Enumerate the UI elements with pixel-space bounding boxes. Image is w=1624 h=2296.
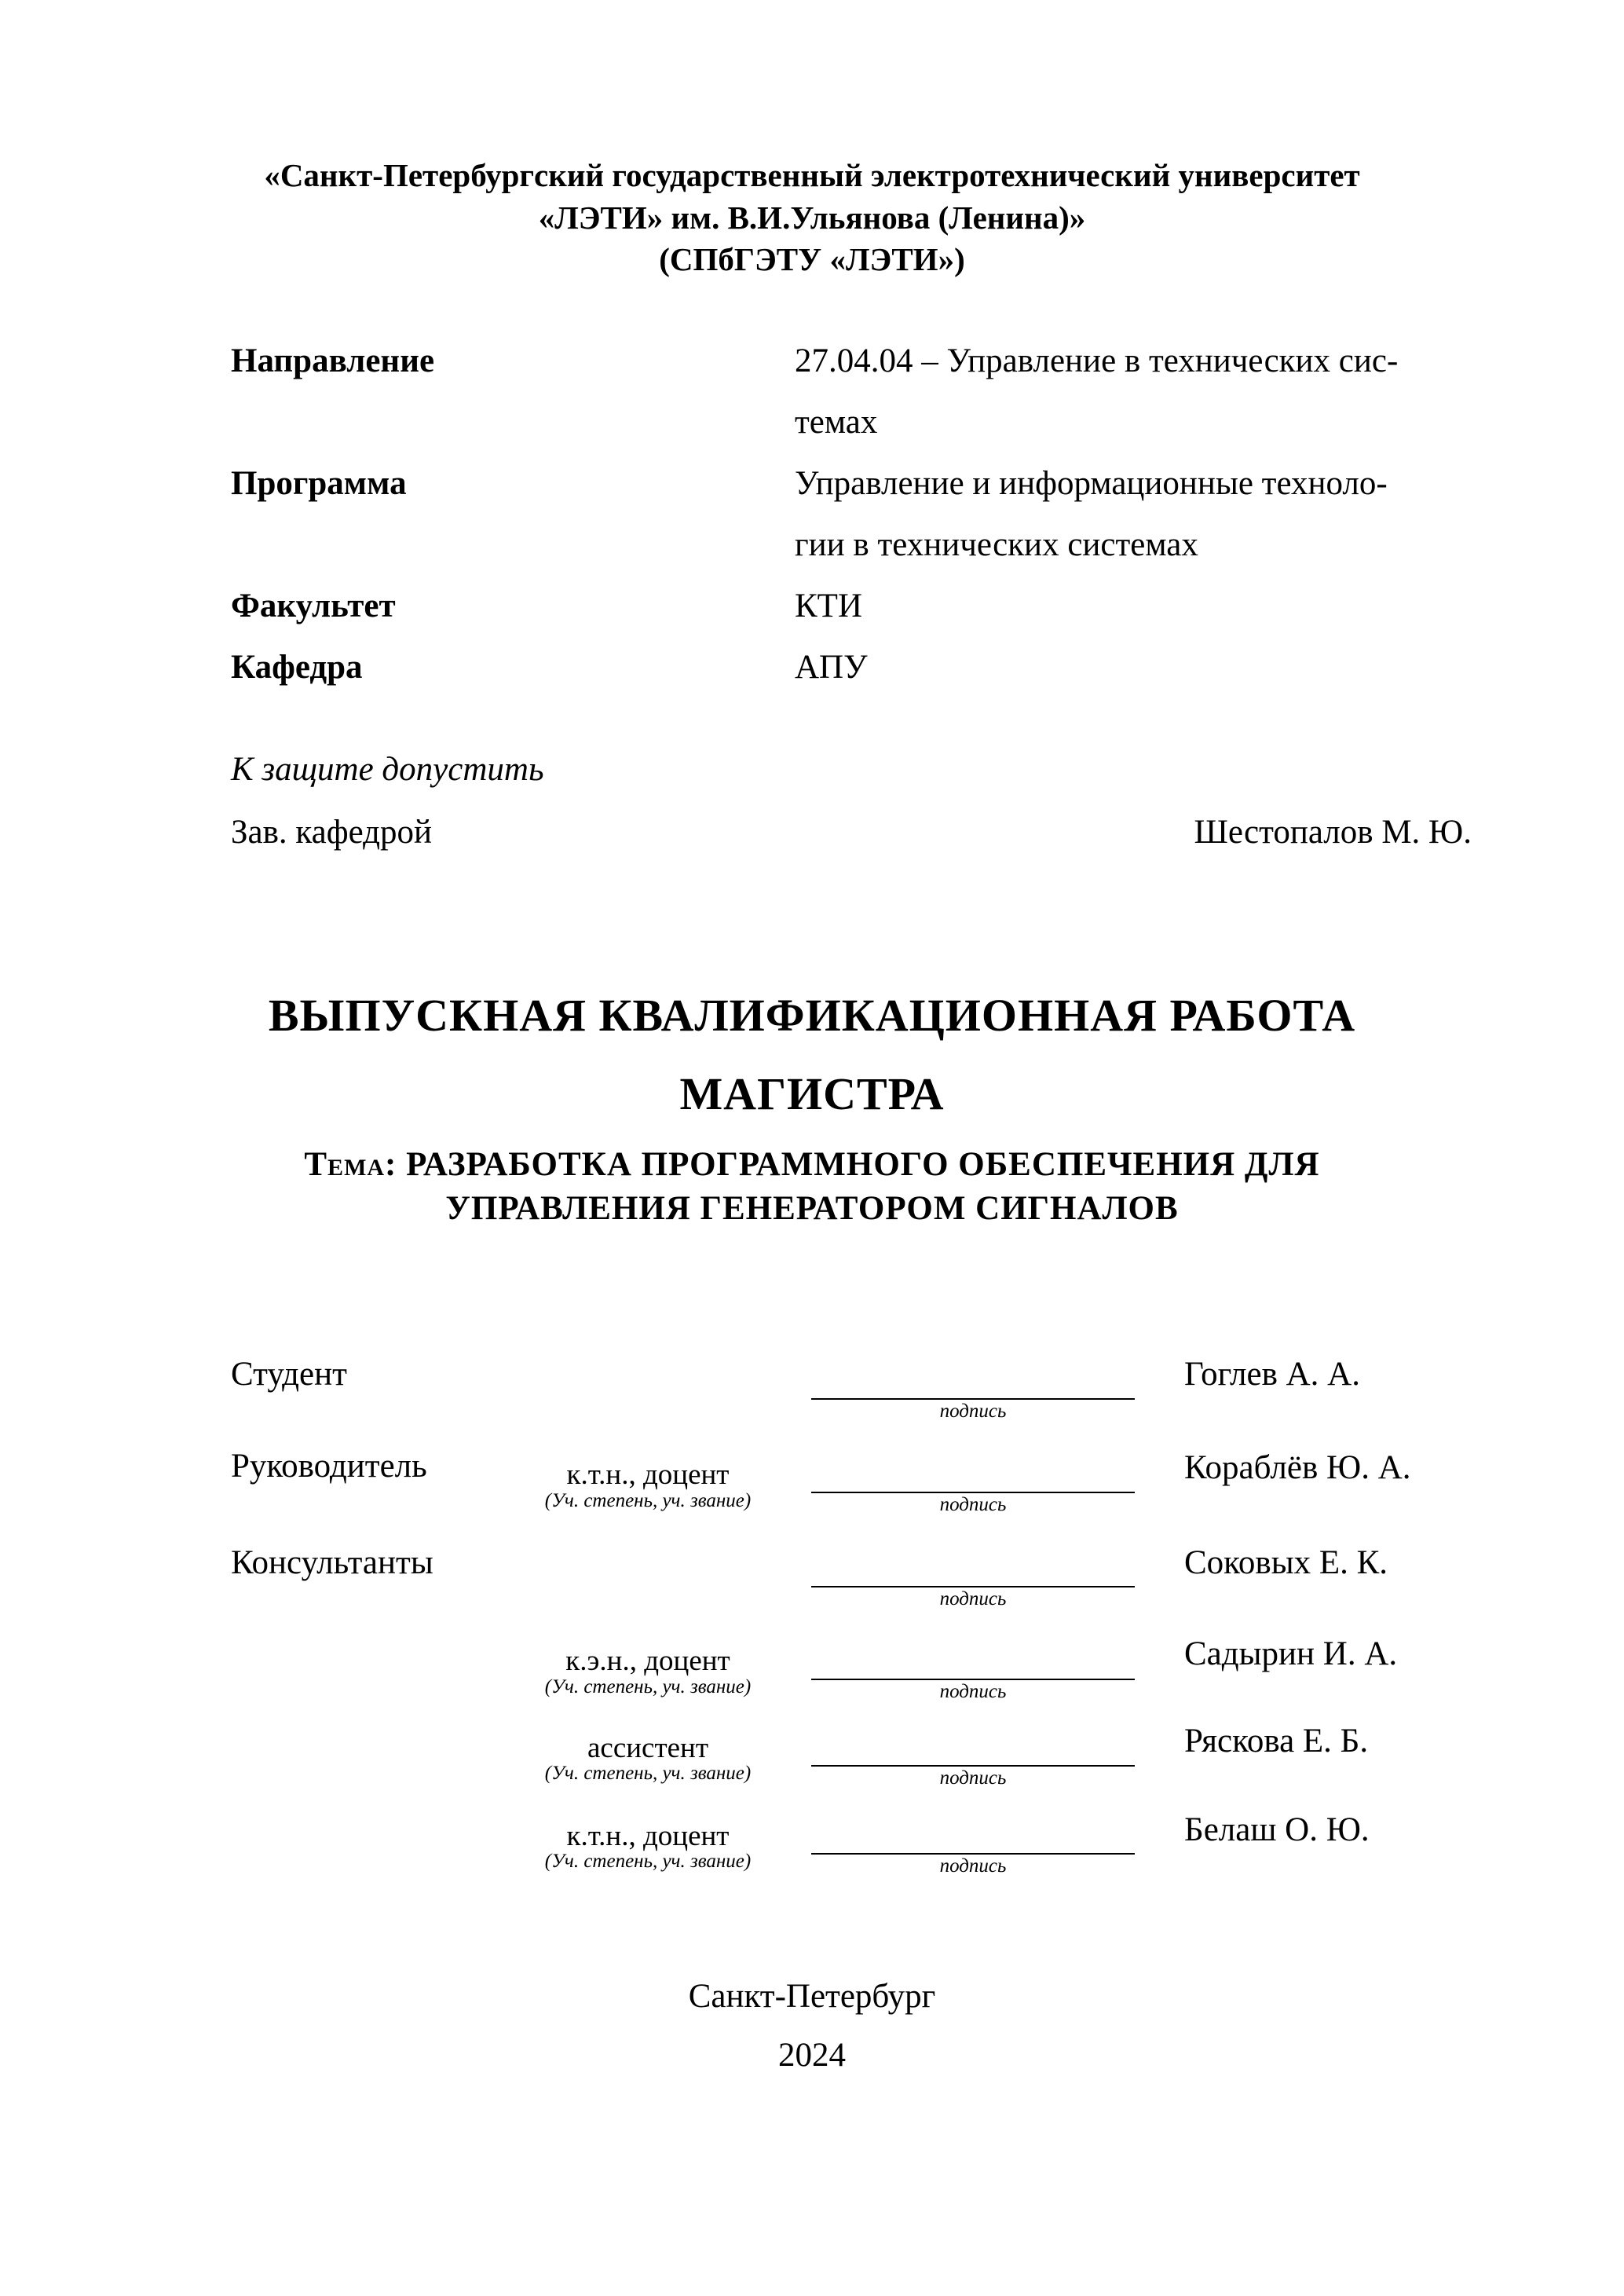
head-of-department-label: Зав. кафедрой <box>231 814 433 851</box>
signature-hint: подпись <box>939 1588 1007 1609</box>
signature-hint: подпись <box>939 1681 1007 1702</box>
signature-hint: подпись <box>939 1401 1007 1422</box>
university-abbreviation: (СПбГЭТУ «ЛЭТИ») <box>659 241 965 277</box>
info-value-kafedra: АПУ <box>795 649 868 686</box>
degree-hint: (Уч. степень, уч. звание) <box>544 1490 752 1511</box>
signatory-name-consultant-2: Садырин И. А. <box>1184 1635 1398 1672</box>
topic-text-line1: РАЗРАБОТКА ПРОГРАММНОГО ОБЕСПЕЧЕНИЯ ДЛЯ <box>406 1146 1320 1183</box>
topic-line1 <box>0 1143 1624 1187</box>
info-label-napravlenie: Направление <box>231 342 435 379</box>
info-value-fakultet: КТИ <box>795 588 862 624</box>
signatory-name-consultant-4: Белаш О. Ю. <box>1184 1811 1370 1848</box>
footer-city: Санкт-Петербург <box>688 1978 936 2015</box>
university-name-line2: «ЛЭТИ» им. В.И.Ульянова (Ленина)» <box>538 200 1086 236</box>
signatory-degree-consultant-2: к.э.н., доцент <box>565 1645 730 1677</box>
document-title-line1: ВЫПУСКНАЯ КВАЛИФИКАЦИОННАЯ РАБОТА <box>268 990 1356 1041</box>
head-of-department-name: Шестопалов М. Ю. <box>1194 814 1472 851</box>
topic-prefix: Тема: <box>304 1146 397 1183</box>
signatory-degree-supervisor: к.т.н., доцент <box>566 1459 730 1491</box>
signatory-degree-consultant-4: к.т.н., доцент <box>566 1820 730 1852</box>
degree-hint: (Уч. степень, уч. звание) <box>544 1851 752 1872</box>
signatory-name-consultant-3: Ряскова Е. Б. <box>1184 1723 1369 1760</box>
info-value-napravlenie-line1: 27.04.04 – Управление в технических сис- <box>795 342 1399 379</box>
signatory-name-supervisor: Кораблёв Ю. А. <box>1184 1449 1411 1486</box>
signature-hint: подпись <box>939 1494 1007 1515</box>
document-title-line2: МАГИСТРА <box>679 1068 945 1119</box>
signature-role-student: Студент <box>231 1356 347 1393</box>
info-value-programma-line1: Управление и информационные техноло- <box>795 465 1388 502</box>
degree-hint: (Уч. степень, уч. звание) <box>544 1676 752 1697</box>
signatory-name-student: Гоглев А. А. <box>1184 1356 1360 1393</box>
info-label-kafedra: Кафедра <box>231 649 363 686</box>
info-value-programma-line2: гии в технических системах <box>795 526 1198 563</box>
signature-hint: подпись <box>939 1855 1007 1877</box>
degree-hint: (Уч. степень, уч. звание) <box>544 1763 752 1784</box>
signatory-degree-consultant-3: ассистент <box>587 1732 709 1764</box>
admission-note: К защите допустить <box>231 751 544 788</box>
university-name-line1: «Санкт-Петербургский государственный электротехнический университет <box>264 157 1360 193</box>
signature-role-consultants: Консультанты <box>231 1544 433 1581</box>
info-label-programma: Программа <box>231 465 407 502</box>
info-label-fakultet: Факультет <box>231 588 396 624</box>
signatory-name-consultant-1: Соковых Е. К. <box>1184 1544 1388 1581</box>
signature-role-supervisor: Руководитель <box>231 1448 427 1485</box>
topic-line2: УПРАВЛЕНИЯ ГЕНЕРАТОРОМ СИГНАЛОВ <box>445 1190 1179 1227</box>
signature-hint: подпись <box>939 1767 1007 1789</box>
info-value-napravlenie-line2: темах <box>795 404 878 441</box>
footer-year: 2024 <box>778 2037 846 2074</box>
